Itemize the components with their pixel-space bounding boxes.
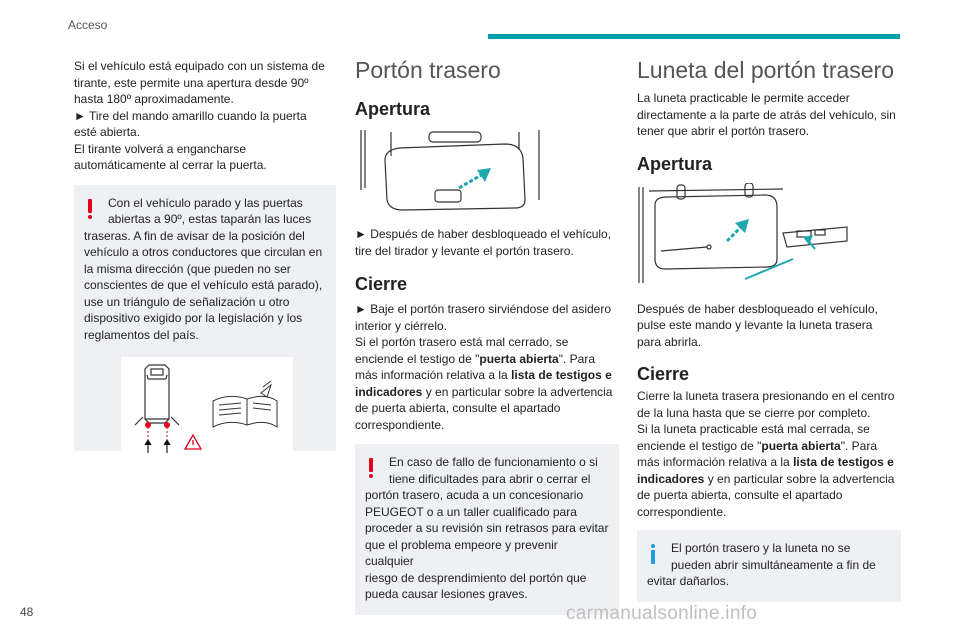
apertura-text: ► Después de haber desbloqueado el vehículo, tire del tirador y levante el portón trasero.: [355, 227, 612, 258]
header-title: Acceso: [68, 18, 108, 32]
warning-porton-text-cont: portón trasero, acuda a un concesionario PEUGEOT o a un taller cualificado para proceder a su revisión sin retrasos para evitar que el problema empeore y prevenir cualquier riesgo de desprendimiento del portón que pueda causar lesiones graves.: [365, 488, 609, 601]
watermark: carmanualsonline.info: [566, 603, 758, 624]
illustration-doors-open: [121, 357, 293, 457]
section-title-porton: Portón trasero: [355, 57, 501, 83]
warning-box-porton: [355, 444, 619, 615]
section-title-luneta: Luneta del portón trasero: [637, 57, 895, 83]
cierre-text: ► Baje el portón trasero sirviéndose del asidero interior y ciérrelo. Si el portón trasero está mal cerrado, se enciende el testigo de "puerta abierta". Para más información relativa a la lista de testigos e indicadores y en particular sobre la advertencia de puerta abierta, consulte el apartado correspondiente.: [355, 302, 613, 432]
column-middle: [355, 55, 619, 615]
header-accent-bar: [488, 34, 900, 39]
illustration-tailgate: [355, 130, 551, 214]
warning-text-cont: traseras. A fin de avisar de la posición del vehículo a otros conductores que circulan en la misma dirección (que pueden no ser conscientes de que el vehículo está parado), use un triángulo de señalización u otro dispositivo exigido por la legislación y los reglamentos del país.: [84, 228, 323, 342]
info-luneta-text: El portón trasero y la luneta no se pueden abrir simultáneamente a fin de: [671, 541, 876, 572]
warning-text: Con el vehículo parado y las puertas abiertas a 90º, estas taparán las luces: [108, 195, 312, 226]
column-right: [637, 55, 901, 602]
heading-luneta-cierre: Cierre: [637, 364, 690, 384]
column-left: [74, 55, 336, 451]
luneta-intro: La luneta practicable le permite acceder directamente a la parte de atrás del vehículo, sin tener que abrir el portón trasero.: [637, 91, 896, 138]
heading-apertura: Apertura: [355, 99, 431, 119]
warning-porton-text: En caso de fallo de funcionamiento o si tiene dificultades para abrir o cerrar el: [389, 455, 598, 486]
warning-box: [74, 185, 336, 451]
paragraph-tirante: Si el vehículo está equipado con un sistema de tirante, este permite una apertura desde 90º hasta 180º aproximadamente. ► Tire del mando amarillo cuando la puerta esté abierta. El tirante volverá a engancharse automáticamente al cerrar la puerta.: [74, 59, 325, 172]
info-luneta-text-cont: evitar dañarlos.: [647, 574, 730, 588]
heading-luneta-apertura: Apertura: [637, 153, 713, 174]
heading-cierre: Cierre: [355, 274, 408, 294]
info-box-luneta: [637, 530, 901, 602]
luneta-apertura-text: Después de haber desbloqueado el vehículo, pulse este mando y levante la luneta trasera para abrirla.: [637, 301, 878, 349]
illustration-rear-window: [637, 183, 849, 295]
luneta-cierre-text: Cierre la luneta trasera presionando en el centro de la luna hasta que se cierre por completo. Si la luneta practicable está mal cerrada, se enciende el testigo de "puerta abierta". Para más información relativa a la lista de testigos e indicadores y en particular sobre la advertencia de puerta abierta, consulte el apartado correspondiente.: [637, 389, 895, 519]
page-number: 48: [20, 605, 34, 619]
